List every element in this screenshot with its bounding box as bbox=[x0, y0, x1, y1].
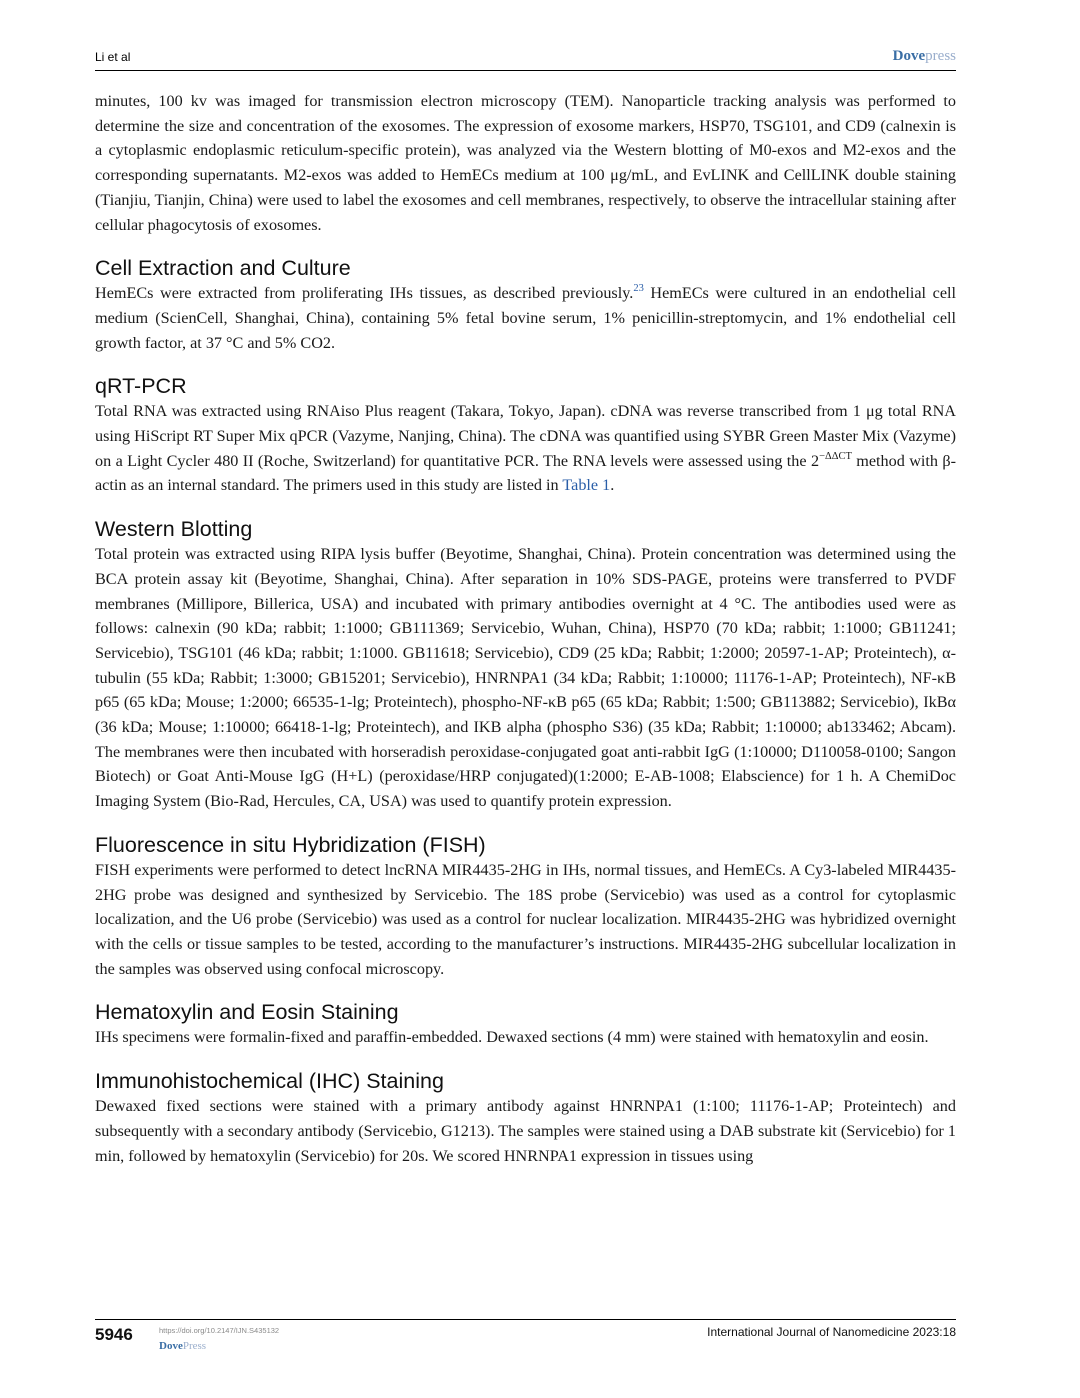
qrt-pcr-text-2: method with β-actin as an internal standard. The primers used in this study are listed in bbox=[95, 451, 957, 495]
paragraph-western-blotting: Total protein was extracted using RIPA lysis buffer (Beyotime, Shanghai, China). Protein concentration was determined using the BCA protein assay kit (Beyotime, Shanghai, China). After separation in 10% SDS-PAGE, proteins were transferred to PVDF membranes (Millipore, Billerica, USA) and incubated with primary antibodies overnight at 4 °C. The antibodies used were as follows: calnexin (90 kDa; rabbit; 1:1000; GB111369; Servicebio, Wuhan, China), HSP70 (70 kDa; rabbit; 1:1000; GB11241; Servicebio), TSG101 (46 kDa; rabbit; 1:1000. GB11618; Servicebio), CD9 (25 kDa; Rabbit; 1:2000; 20597-1-AP; Proteintech), α-tubulin (55 kDa; Rabbit; 1:3000; GB15201; Servicebio), HNRNPA1 (34 kDa; Rabbit; 1:10000; 11176-1-AP; Proteintech), NF-κB p65 (65 kDa; Mouse; 1:2000; 66535-1-lg; Proteintech), phospho-NF-κB p65 (65 kDa; Rabbit; 1:500; GB113882; Servicebio), IkBα (36 kDa; Mouse; 1:10000; 66418-1-lg; Proteintech), and IKB alpha (phospho S36) (35 kDa; Rabbit; 1:10000; ab133462; Abcam). The membranes were then incubated with horseradish peroxidase-conjugated goat anti-rabbit IgG (1:10000; D110058-0100; Sangon Biotech) or Goat Anti-Mouse IgG (H+L) (peroxidase/HRP conjugated)(1:2000; E-AB-1008; Elabscience) for 1 h. A ChemiDoc Imaging System (Bio-Rad, Hercules, CA, USA) was used to quantify protein expression. bbox=[95, 545, 956, 811]
footer-logo-part2: Press bbox=[182, 1340, 207, 1352]
heading-qrt-pcr: qRT-PCR bbox=[95, 374, 187, 399]
paragraph-he-staining: IHs specimens were formalin-fixed and paraffin-embedded. Dewaxed sections (4 mm) were stained with hematoxylin and eosin. bbox=[95, 1028, 929, 1047]
heading-ihc-staining: Immunohistochemical (IHC) Staining bbox=[95, 1069, 444, 1094]
article-body bbox=[95, 89, 956, 1168]
header-journal-logo[interactable] bbox=[893, 48, 956, 65]
delta-ct-exponent: −ΔΔCT bbox=[819, 450, 852, 462]
paragraph-qrt-pcr bbox=[95, 399, 956, 498]
running-header bbox=[95, 48, 956, 71]
page-number: 5946 bbox=[95, 1325, 133, 1344]
header-logo-part1: Dove bbox=[892, 48, 926, 64]
footer-logo-part1: Dove bbox=[159, 1340, 183, 1352]
doi-link[interactable]: https://doi.org/10.2147/IJN.S435132 bbox=[159, 1326, 280, 1335]
heading-western-blotting: Western Blotting bbox=[95, 517, 253, 542]
paragraph-cell-extraction bbox=[95, 281, 956, 355]
paragraph-fish: FISH experiments were performed to detect lncRNA MIR4435-2HG in IHs, normal tissues, and HemECs. A Cy3-labeled MIR4435-2HG probe was designed and synthesized by Servicebio. The 18S probe (Servicebio) was used as a control for cytoplasmic localization, and the U6 probe (Servicebio) was used as a control for nuclear localization. MIR4435-2HG was hybridized overnight with the cells or tissue samples to be tested, according to the manufacturer’s instructions. MIR4435-2HG subcellular localization in the samples was observed using confocal microscopy. bbox=[95, 860, 956, 978]
heading-he-staining: Hematoxylin and Eosin Staining bbox=[95, 1000, 399, 1025]
table-1-link[interactable]: Table 1 bbox=[562, 476, 611, 495]
header-author: Li et al bbox=[95, 50, 131, 64]
cell-extraction-text-2: HemECs were cultured in an endothelial cell medium (ScienCell, Shanghai, China), containing 5% fetal bovine serum, 1% penicillin-streptomycin, and 1% endothelial cell growth factor, at 37 °C and 5% CO2. bbox=[95, 284, 957, 352]
heading-cell-extraction: Cell Extraction and Culture bbox=[95, 256, 351, 281]
page-footer bbox=[95, 1319, 956, 1360]
paragraph-ihc-staining: Dewaxed fixed sections were stained with a primary antibody against HNRNPA1 (1:100; 11176-1-AP; Proteintech) and subsequently with a secondary antibody (Servicebio, G1213). The samples were stained using a DAB substrate kit (Servicebio) for 1 min, followed by hematoxylin (Servicebio) for 20s. We scored HNRNPA1 expression in tissues using bbox=[95, 1097, 956, 1165]
footer-publisher-logo[interactable] bbox=[159, 1340, 206, 1352]
intro-paragraph: minutes, 100 kv was imaged for transmission electron microscopy (TEM). Nanoparticle tracking analysis was performed to determine the size and concentration of the exosomes. The expression of exosome markers, HSP70, TSG101, and CD9 (calnexin is a cytoplasmic endoplasmic reticulum-specific protein), was analyzed via the Western blotting of M0-exos and M2-exos and the corresponding supernatants. M2-exos was added to HemECs medium at 100 μg/mL, and EvLINK and CellLINK double staining (Tianjiu, Tianjin, China) were used to label the exosomes and cell membranes, respectively, to observe the intracellular staining after cellular phagocytosis of exosomes. bbox=[95, 92, 956, 234]
header-logo-part2: press bbox=[925, 48, 956, 64]
journal-citation: International Journal of Nanomedicine 2023:18 bbox=[707, 1325, 956, 1339]
heading-fish: Fluorescence in situ Hybridization (FISH) bbox=[95, 832, 486, 857]
qrt-pcr-text-1: Total RNA was extracted using RNAiso Plus reagent (Takara, Tokyo, Japan). cDNA was reverse transcribed from 1 μg total RNA using HiScript RT Super Mix qPCR (Vazyme, Nanjing, China). The cDNA was quantified using SYBR Green Master Mix (Vazyme) on a Light Cycler 480 II (Roche, Switzerland) for quantitative PCR. The RNA levels were assessed using the 2 bbox=[95, 402, 956, 470]
citation-ref-23[interactable]: 23 bbox=[633, 283, 644, 295]
cell-extraction-text-1: HemECs were extracted from proliferating IHs tissues, as described previously. bbox=[95, 284, 634, 303]
qrt-pcr-text-end: . bbox=[610, 476, 615, 495]
